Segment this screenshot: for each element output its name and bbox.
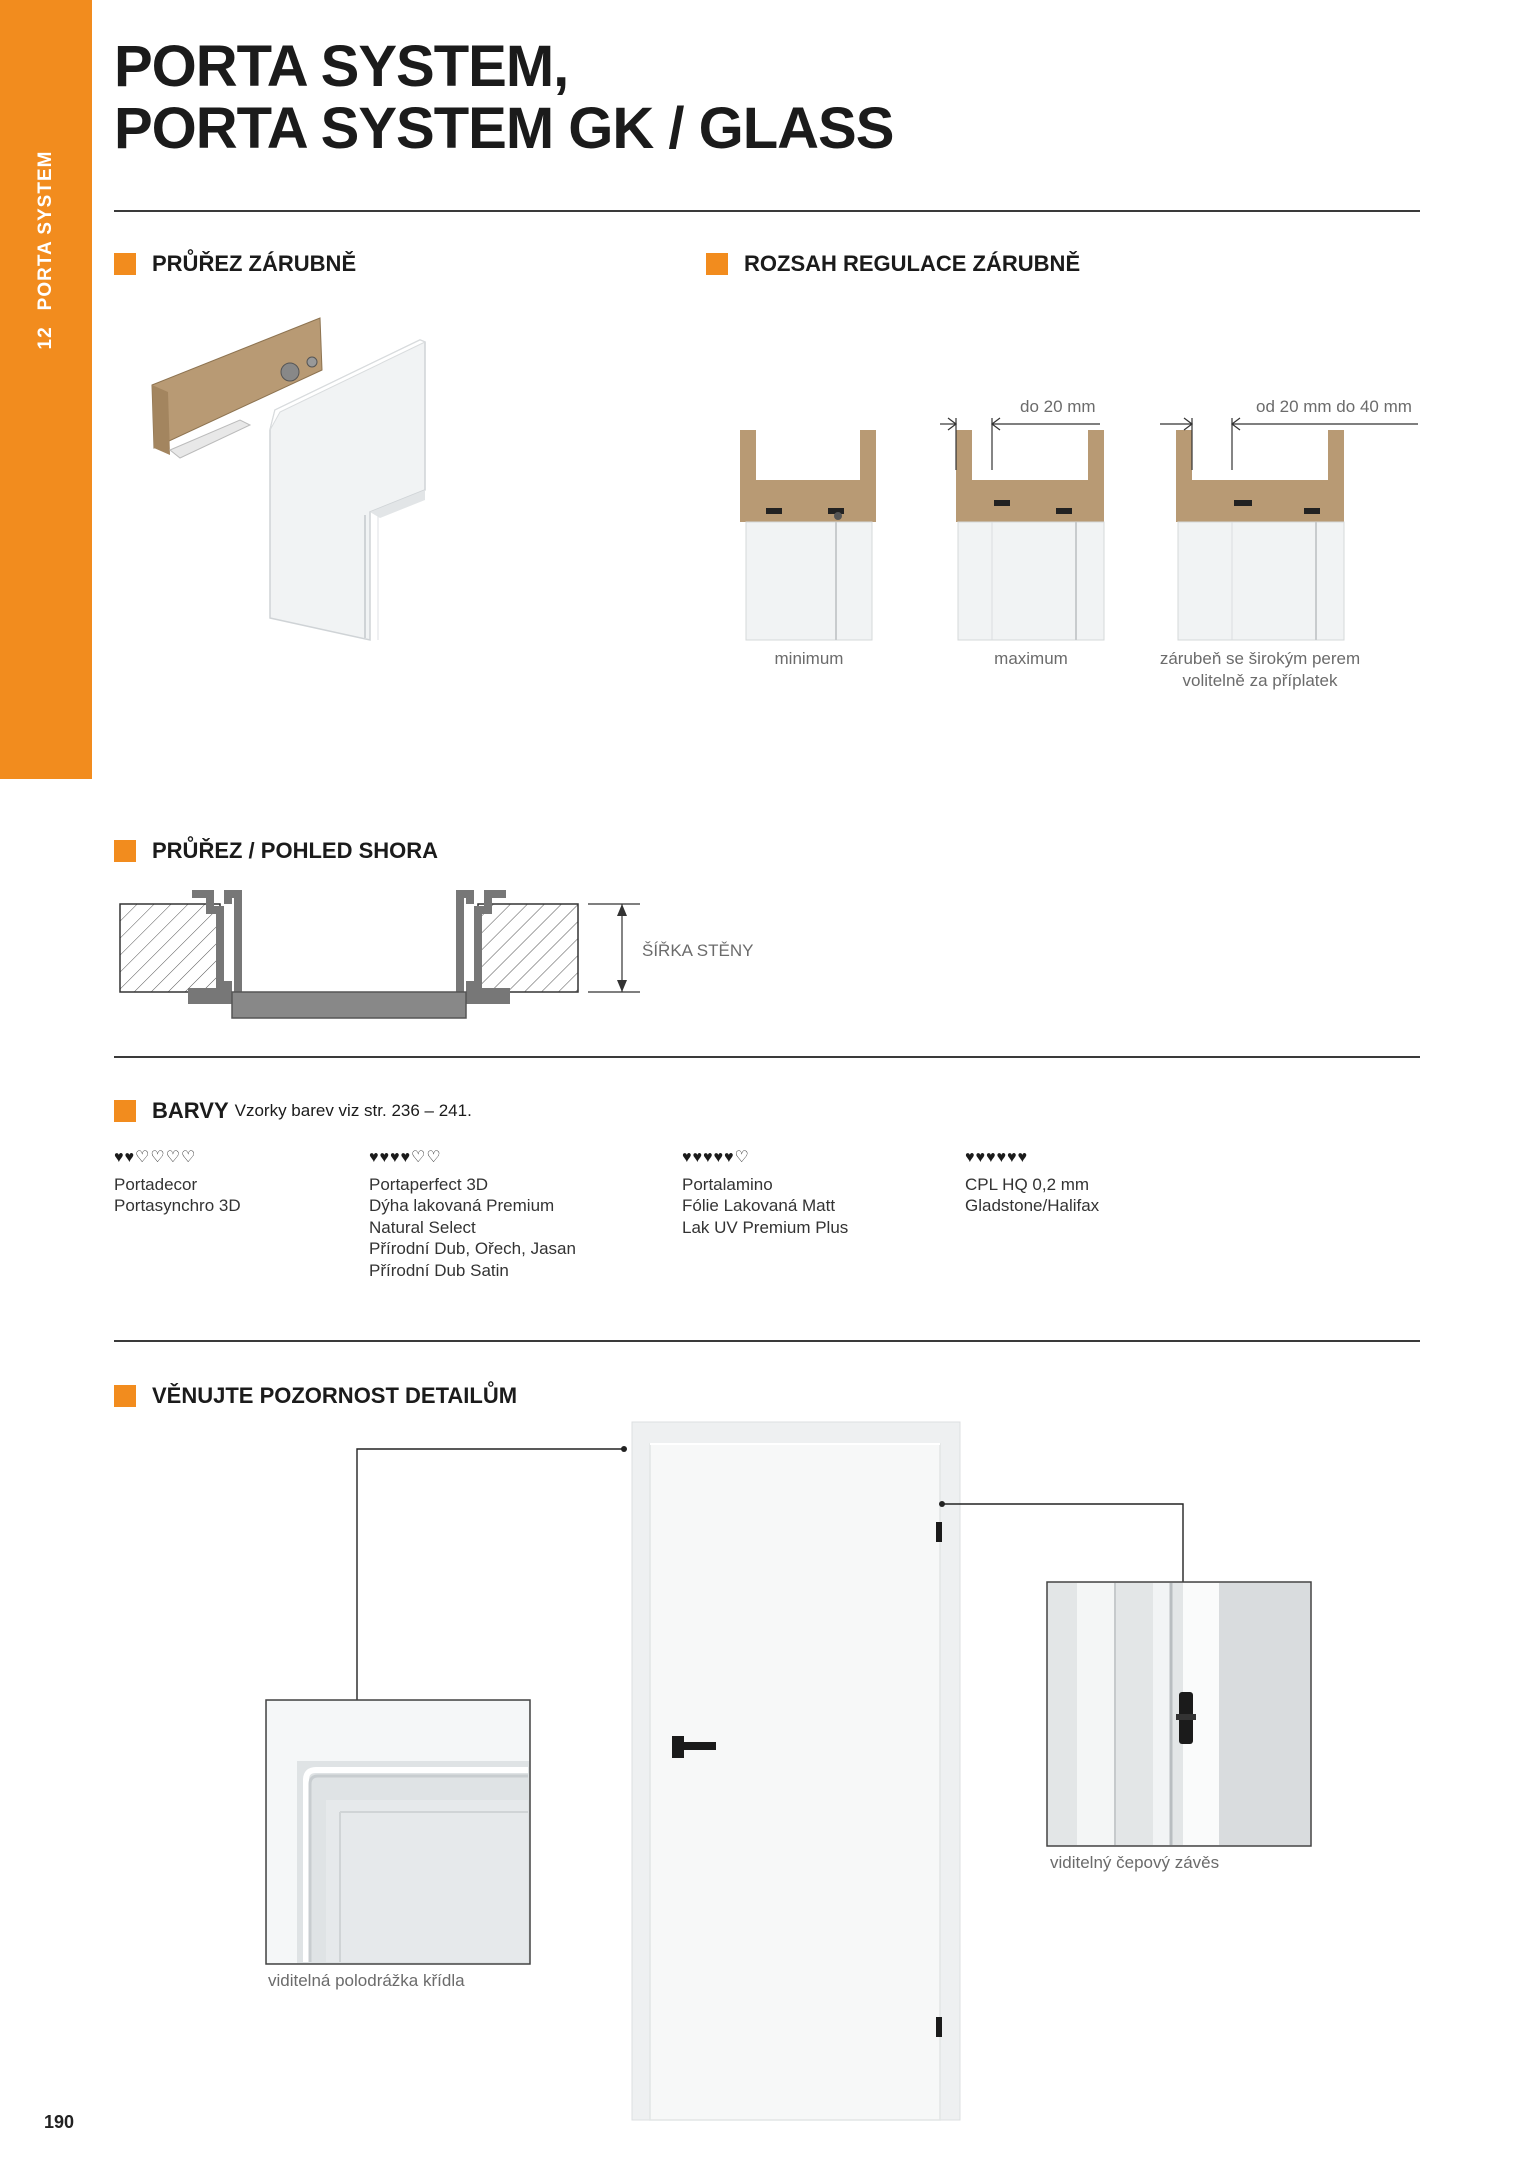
rating-hearts-icon: ♥♥♡♡♡♡ xyxy=(114,1149,197,1166)
page-title-line2: PORTA SYSTEM GK / GLASS xyxy=(114,96,894,161)
section-heading-frame: PRŮŘEZ ZÁRUBNĚ xyxy=(114,251,356,277)
caption-groove: viditelná polodrážka křídla xyxy=(268,1971,465,1990)
side-tab-number: 12 xyxy=(35,326,56,350)
color-group-1: ♥♥♡♡♡♡ Portadecor Portasynchro 3D xyxy=(114,1149,241,1215)
section-heading-details: VĚNUJTE POZORNOST DETAILŮM xyxy=(114,1383,517,1409)
rating-hearts-icon: ♥♥♥♥♥♡ xyxy=(682,1149,750,1166)
detail-photo-hinge xyxy=(1047,1582,1311,1846)
page-number: 190 xyxy=(44,2112,75,2132)
dim-label-20mm: do 20 mm xyxy=(1020,397,1096,416)
section-heading-adjustment: ROZSAH REGULACE ZÁRUBNĚ xyxy=(706,251,1080,277)
caption-hinge: viditelný čepový závěs xyxy=(1050,1853,1220,1872)
detail-photo-groove xyxy=(266,1700,530,1964)
color-group-3: ♥♥♥♥♥♡ Portalamino Fólie Lakovaná Matt Lak UV Premium Plus xyxy=(682,1149,849,1237)
section-heading-top-view: PRŮŘEZ / POHLED SHORA xyxy=(114,838,438,864)
caption-maximum: maximum xyxy=(994,649,1068,668)
wall-width-label: ŠÍŘKA STĚNY xyxy=(642,941,754,960)
caption-wide-frame: zárubeň se širokým perem volitelně za příplatek xyxy=(1159,649,1361,690)
colors-note: Vzorky barev viz str. 236 – 241. xyxy=(234,1101,472,1120)
rating-hearts-icon: ♥♥♥♥♡♡ xyxy=(369,1149,442,1166)
caption-minimum: minimum xyxy=(774,649,844,668)
rating-hearts-icon: ♥♥♥♥♥♥ xyxy=(965,1149,1028,1166)
color-group-2: ♥♥♥♥♡♡ Portaperfect 3D Dýha lakovaná Premium Natural Select Přírodní Dub, Ořech, Jasan Přírodní Dub Satin xyxy=(369,1149,576,1280)
section-heading-colors: BARVY Vzorky barev viz str. 236 – 241. xyxy=(114,1098,472,1124)
side-tab-text: PORTA SYSTEM xyxy=(35,150,56,311)
dim-label-20-40mm: od 20 mm do 40 mm xyxy=(1256,397,1412,416)
color-group-4: ♥♥♥♥♥♥ CPL HQ 0,2 mm Gladstone/Halifax xyxy=(965,1149,1100,1215)
page-title-line1: PORTA SYSTEM, xyxy=(114,34,569,99)
